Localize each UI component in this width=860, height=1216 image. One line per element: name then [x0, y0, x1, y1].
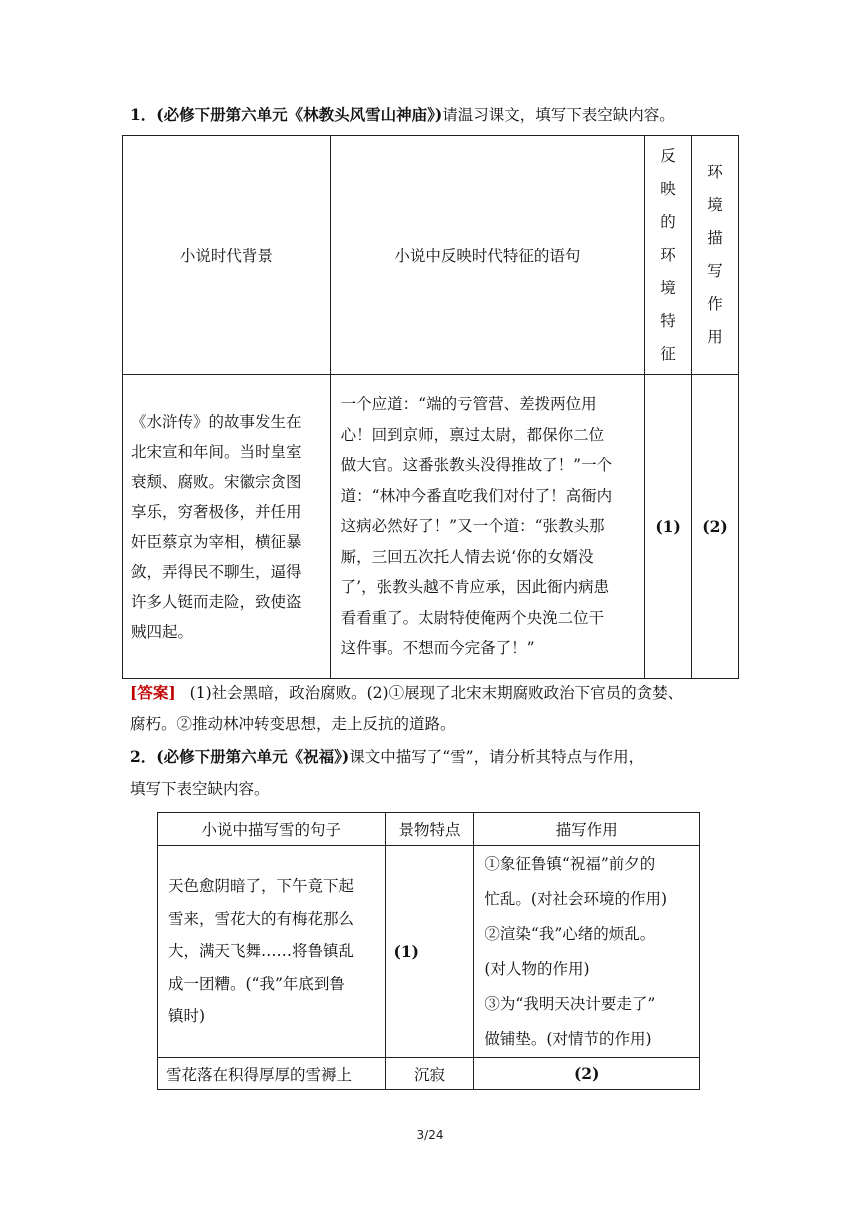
q1-instruction: 请温习课文，填写下表空缺内容。	[442, 106, 675, 124]
q1-source: (必修下册第六单元《林教头风雪山神庙》)	[156, 105, 443, 124]
q2-row1-sentence	[158, 846, 386, 1058]
q2-header-sentence: 小说中描写雪的句子	[158, 813, 386, 846]
text-line: 厮，三回五次托人情去说‘你的女婿没	[340, 547, 594, 566]
q1-blank-1: (1)	[645, 375, 692, 679]
vertical-header-char: 的	[660, 212, 676, 231]
text-line: 《水浒传》的故事发生在	[131, 412, 302, 431]
text-line: 衰颓、腐败。宋徽宗贪图	[131, 472, 302, 491]
text-line: 雪来，雪花大的有梅花那么	[168, 909, 355, 928]
text-line: 大，满天飞舞……将鲁镇乱	[168, 942, 355, 961]
q2-header-effect: 描写作用	[474, 813, 700, 846]
text-line: 这件事。不想而今完备了！”	[340, 639, 535, 658]
text-line: 北宋宣和年间。当时皇室	[131, 442, 302, 461]
text-line: 许多人铤而走险，致使盗	[131, 592, 302, 611]
text-line: 心！回到京师，禀过太尉，都保你二位	[340, 425, 605, 444]
page-number: 3/24	[416, 1128, 444, 1142]
q1-number: 1．	[130, 105, 157, 124]
q1-heading	[130, 104, 675, 126]
q2-number: 2．	[130, 747, 157, 766]
text-line: ②渲染“我”心绪的烦乱。	[484, 924, 656, 943]
vertical-header-char: 用	[707, 328, 723, 346]
q1-table	[122, 135, 739, 679]
text-line: 贼四起。	[131, 622, 194, 641]
vertical-header-char: 环	[660, 245, 676, 264]
text-line: 了’，张教头越不肯应承，因此衙内病患	[340, 578, 610, 597]
text-line: ①象征鲁镇“祝福”前夕的	[484, 854, 656, 873]
vertical-header-char: 映	[660, 179, 676, 198]
q2-row2-effect: (2)	[474, 1058, 700, 1090]
text-line: (对人物的作用)	[484, 959, 590, 978]
text-line: 看看重了。太尉特使俺两个央浼二位干	[340, 608, 605, 627]
vertical-header-char: 反	[660, 146, 676, 165]
vertical-header-char: 特	[660, 311, 676, 330]
text-line: 镇时)	[168, 1007, 206, 1026]
q1-background-cell	[123, 375, 331, 679]
vertical-header-char: 作	[707, 295, 723, 313]
q1-blank-2: (2)	[692, 375, 739, 679]
q2-table	[157, 812, 700, 1090]
q1-header-env-feature	[645, 136, 692, 375]
text-line: 敛，弄得民不聊生，逼得	[131, 562, 302, 581]
q2-instruction-1: 课文中描写了“雪”，请分析其特点与作用，	[349, 748, 645, 766]
vertical-header-char: 境	[660, 278, 676, 297]
text-line: 成一团糟。(“我”年底到鲁	[168, 974, 345, 993]
text-line: ③为“我明天决计要走了”	[484, 994, 656, 1013]
q2-source: (必修下册第六单元《祝福》)	[156, 747, 350, 766]
q1-header-background: 小说时代背景	[123, 136, 331, 375]
answer-text-1: (1)社会黑暗，政治腐败。(2)①展现了北宋末期腐败政治下官员的贪婪、	[189, 684, 684, 702]
vertical-header-char: 写	[707, 262, 723, 280]
text-line: 忙乱。(对社会环境的作用)	[484, 889, 667, 908]
text-line: 做铺垫。(对情节的作用)	[484, 1029, 652, 1048]
q2-row2-sentence: 雪花落在积得厚厚的雪褥上	[158, 1058, 386, 1090]
vertical-header-char: 描	[707, 229, 723, 247]
vertical-header-char: 征	[660, 344, 676, 363]
vertical-header-char: 环	[707, 163, 723, 181]
q1-answer-line-1	[130, 682, 683, 704]
text-line: 享乐，穷奢极侈，并任用	[131, 502, 302, 521]
text-line: 这病必然好了！”又一个道：“张教头那	[340, 517, 605, 536]
text-line: 奸臣蔡京为宰相，横征暴	[131, 532, 302, 551]
text-line: 一个应道：“端的亏管营、差拨两位用	[340, 395, 597, 414]
q2-header-feature: 景物特点	[385, 813, 474, 846]
text-line: 道：“林冲今番直吃我们对付了！高衙内	[340, 486, 613, 505]
q2-row2-feature: 沉寂	[385, 1058, 474, 1090]
q1-header-sentences: 小说中反映时代特征的语句	[330, 136, 644, 375]
q2-row1-effect	[474, 846, 700, 1058]
answer-label: [答案]	[130, 683, 176, 702]
q1-answer-line-2: 腐朽。②推动林冲转变思想，走上反抗的道路。	[130, 715, 456, 733]
q2-heading-line-2: 填写下表空缺内容。	[130, 780, 270, 798]
q1-sentences-cell	[330, 375, 644, 679]
text-line: 天色愈阴暗了，下午竟下起	[168, 877, 355, 896]
q2-row1-feature: (1)	[385, 846, 474, 1058]
q1-header-env-function	[692, 136, 739, 375]
q2-heading-line-1	[130, 746, 644, 768]
vertical-header-char: 境	[707, 196, 723, 214]
text-line: 做大官。这番张教头没得推故了！”一个	[340, 456, 613, 475]
